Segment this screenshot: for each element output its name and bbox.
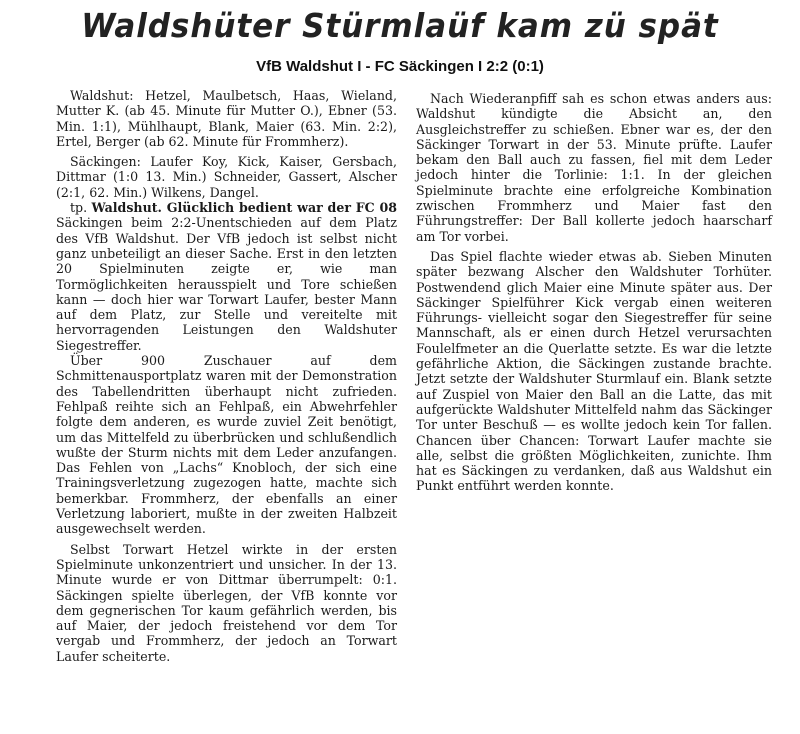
paragraph-intro <box>56 200 397 353</box>
lead-text: Waldshut. Glücklich bedient war der FC 08 <box>91 200 397 216</box>
match-result-subheadline: VfB Waldshut I - FC Säckingen I 2:2 (0:1) <box>256 58 544 75</box>
paragraph-final-phase: Das Spiel flachte wieder etwas ab. Sieben Minuten später bezwang Alscher den Waldshuter Torhüter. Postwendend glich Maier eine Minute später aus. Der Säckinger Spielführer Kick vergab einen weiteren Führungs- vielleicht sogar den Siegestreffer für seine Mannschaft, als er einen durch Hetzel verursachten Foulelfmeter an die Querlatte setzte. Es war die letzte gefährliche Aktion, die Säckingen zustande brachte. Jetzt setzte der Waldshuter Sturmlauf ein. Blank setzte auf Zuspiel von Maier den Ball an die Latte, das mit aufgerückte Waldshuter Mittelfeld nahm das Säckinger Tor unter Beschuß — es wollte jedoch kein Tor fallen. Chancen über Chancen: Torwart Laufer machte sie alle, selbst die größten Möglichkeiten, zunichte. Ihm hat es Säckingen zu verdanken, daß aus Waldshut ein Punkt entführt werden konnte. <box>416 248 772 494</box>
lineup-saeckingen: Säckingen: Laufer Koy, Kick, Kaiser, Gersbach, Dittmar (1:0 13. Min.) Schneider, Gassert, Alscher (2:1, 62. Min.) Wilkens, Dangel. <box>56 154 397 200</box>
dateline: tp. <box>70 200 88 216</box>
column-left <box>56 88 397 664</box>
column-right <box>416 91 772 494</box>
paragraph-spectators: Über 900 Zuschauer auf dem Schmittenausportplatz waren mit der Demonstration des Tabellendritten überhaupt nicht zufrieden. Fehlpaß reihte sich an Fehlpaß, ein Abwehrfehler folgte dem anderen, es wurde zuviel Zeit benötigt, um das Mittelfeld zu überbrücken und schlußendlich wußte der Sturm nichts mit dem Leder anzufangen. Das Fehlen von „Lachs“ Knobloch, der sich eine Trainingsverletzung zugezogen hatte, machte sich bemerkbar. Frommherz, der ebenfalls an einer Verletzung laboriert, mußte in der zweiten Halbzeit ausgewechselt werden. <box>56 353 397 537</box>
paragraph-goalkeeper: Selbst Torwart Hetzel wirkte in der ersten Spielminute unkonzentriert und unsicher. In der 13. Minute wurde er von Dittmar überrumpelt: 0:1. Säckingen spielte überlegen, der VfB konnte vor dem gegnerischen Tor kaum gefährlich werden, bis auf Maier, der jedoch freistehend vor dem Tor vergab und Frommherz, der jedoch an Torwart Laufer scheiterte. <box>56 541 397 664</box>
article-headline: Waldshüter Stürmlaüf kam zü spät <box>81 6 719 45</box>
paragraph-intro-body: Säckingen beim 2:2-Unentschieden auf dem Platz des VfB Waldshut. Der VfB jedoch ist selbst nicht ganz unbeteiligt an dieser Sache. Erst in den letzten 20 Spielminuten zeigte er, wie man Tormöglichkeiten herausspielt und Tore schießen kann — doch hier war Torwart Laufer, bester Mann auf dem Platz, zur Stelle und vereitelte mit hervorragenden Leistungen den Waldshuter Siegestreffer. <box>56 215 397 353</box>
lineup-waldshut: Waldshut: Hetzel, Maulbetsch, Haas, Wieland, Mutter K. (ab 45. Minute für Mutter O.), Ebner (53. Min. 1:1), Mühlhaupt, Blank, Maier (63. Min. 2:2), Ertel, Berger (ab 62. Minute für Frommherz). <box>56 88 397 149</box>
paragraph-second-half: Nach Wiederanpfiff sah es schon etwas anders aus: Waldshut kündigte die Absicht an, den Ausgleichstreffer zu schießen. Ebner war es, der den Säckinger Torwart in der 53. Minute prüfte. Laufer bekam den Ball auch zu fassen, fiel mit dem Leder jedoch hinter die Torlinie: 1:1. In der gleichen Spielminute brachte eine erfolgreiche Kombination zwischen Frommherz und Maier fast den Führungstreffer: Der Ball kollerte jedoch haarscharf am Tor vorbei. <box>416 91 772 244</box>
